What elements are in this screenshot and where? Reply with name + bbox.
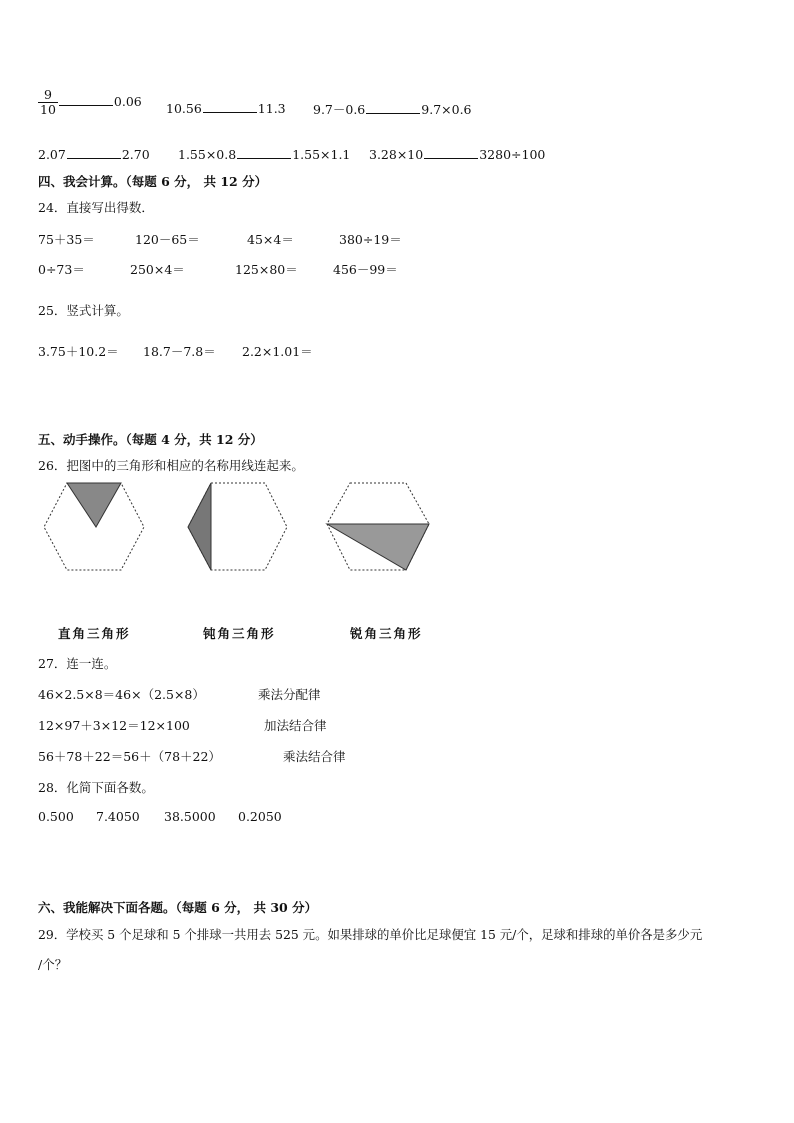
hexagon-figure-3 <box>322 478 434 574</box>
match-left-2: 12×97＋3×12＝12×100 <box>38 718 190 733</box>
question-29-line-1: 29．学校买 5 个足球和 5 个排球一共用去 525 元。如果排球的单价比足球便宜 15 元/个，足球和排球的单价各是多少元 <box>38 927 703 942</box>
compare-item-2-2: 1.55×0.8 1.55×1.1 <box>178 147 351 162</box>
triangle-name-right: 直角三角形 <box>58 626 131 641</box>
section-5-title: 五、动手操作。（每题 4 分，共 12 分） <box>38 432 263 447</box>
compare-item-1-1: $\frac{9}{10}$ 0.06 <box>40 87 142 117</box>
match-right-1: 乘法分配律 <box>258 687 321 702</box>
question-29-line-2: /个？ <box>38 957 68 972</box>
calc-24-1: 75＋35＝ <box>38 232 95 247</box>
calc-24-3: 45×4＝ <box>247 232 294 247</box>
answer-blank[interactable] <box>366 101 420 114</box>
answer-blank[interactable] <box>59 93 113 106</box>
calc-24-7: 125×80＝ <box>235 262 298 277</box>
calc-25-3: 2.2×1.01＝ <box>242 344 313 359</box>
simplify-item-3: 38.5000 <box>164 809 216 824</box>
shaded-triangle <box>67 483 121 527</box>
question-26-label: 26．把图中的三角形和相应的名称用线连起来。 <box>38 458 304 473</box>
answer-blank[interactable] <box>237 146 291 159</box>
triangle-name-acute: 锐角三角形 <box>350 626 423 641</box>
answer-blank[interactable] <box>203 100 257 113</box>
shaded-triangle <box>188 483 211 570</box>
question-27-label: 27．连一连。 <box>38 656 117 671</box>
hexagon-figure-1 <box>40 478 150 574</box>
simplify-item-4: 0.2050 <box>238 809 282 824</box>
calc-24-4: 380÷19＝ <box>339 232 402 247</box>
calc-25-2: 18.7－7.8＝ <box>143 344 216 359</box>
answer-blank[interactable] <box>424 146 478 159</box>
match-right-3: 乘法结合律 <box>283 749 346 764</box>
match-left-3: 56＋78＋22＝56＋（78＋22） <box>38 749 221 764</box>
question-24-label: 24．直接写出得数． <box>38 200 154 215</box>
compare-item-1-3: 9.7－0.6 9.7×0.6 <box>313 102 472 117</box>
calc-24-2: 120－65＝ <box>135 232 200 247</box>
answer-blank[interactable] <box>67 146 121 159</box>
section-6-title: 六、我能解决下面各题。（每题 6 分， 共 30 分） <box>38 900 318 915</box>
question-25-label: 25．竖式计算。 <box>38 303 129 318</box>
calc-24-8: 456－99＝ <box>333 262 398 277</box>
fraction: $\frac{9}{10}$ <box>40 87 56 117</box>
compare-item-2-1: 2.07 2.70 <box>38 147 150 162</box>
question-28-label: 28．化简下面各数。 <box>38 780 154 795</box>
calc-25-1: 3.75＋10.2＝ <box>38 344 119 359</box>
section-4-title: 四、我会计算。（每题 6 分， 共 12 分） <box>38 174 268 189</box>
simplify-item-1: 0.500 <box>38 809 74 824</box>
match-left-1: 46×2.5×8＝46×（2.5×8） <box>38 687 205 702</box>
shaded-triangle <box>327 524 429 570</box>
simplify-item-2: 7.4050 <box>96 809 140 824</box>
calc-24-6: 250×4＝ <box>130 262 185 277</box>
hexagon-figure-2 <box>180 478 290 574</box>
triangle-name-obtuse: 钝角三角形 <box>203 626 276 641</box>
compare-item-1-2: 10.56 11.3 <box>166 101 286 116</box>
calc-24-5: 0÷73＝ <box>38 262 85 277</box>
match-right-2: 加法结合律 <box>264 718 327 733</box>
compare-item-2-3: 3.28×10 3280÷100 <box>369 147 546 162</box>
